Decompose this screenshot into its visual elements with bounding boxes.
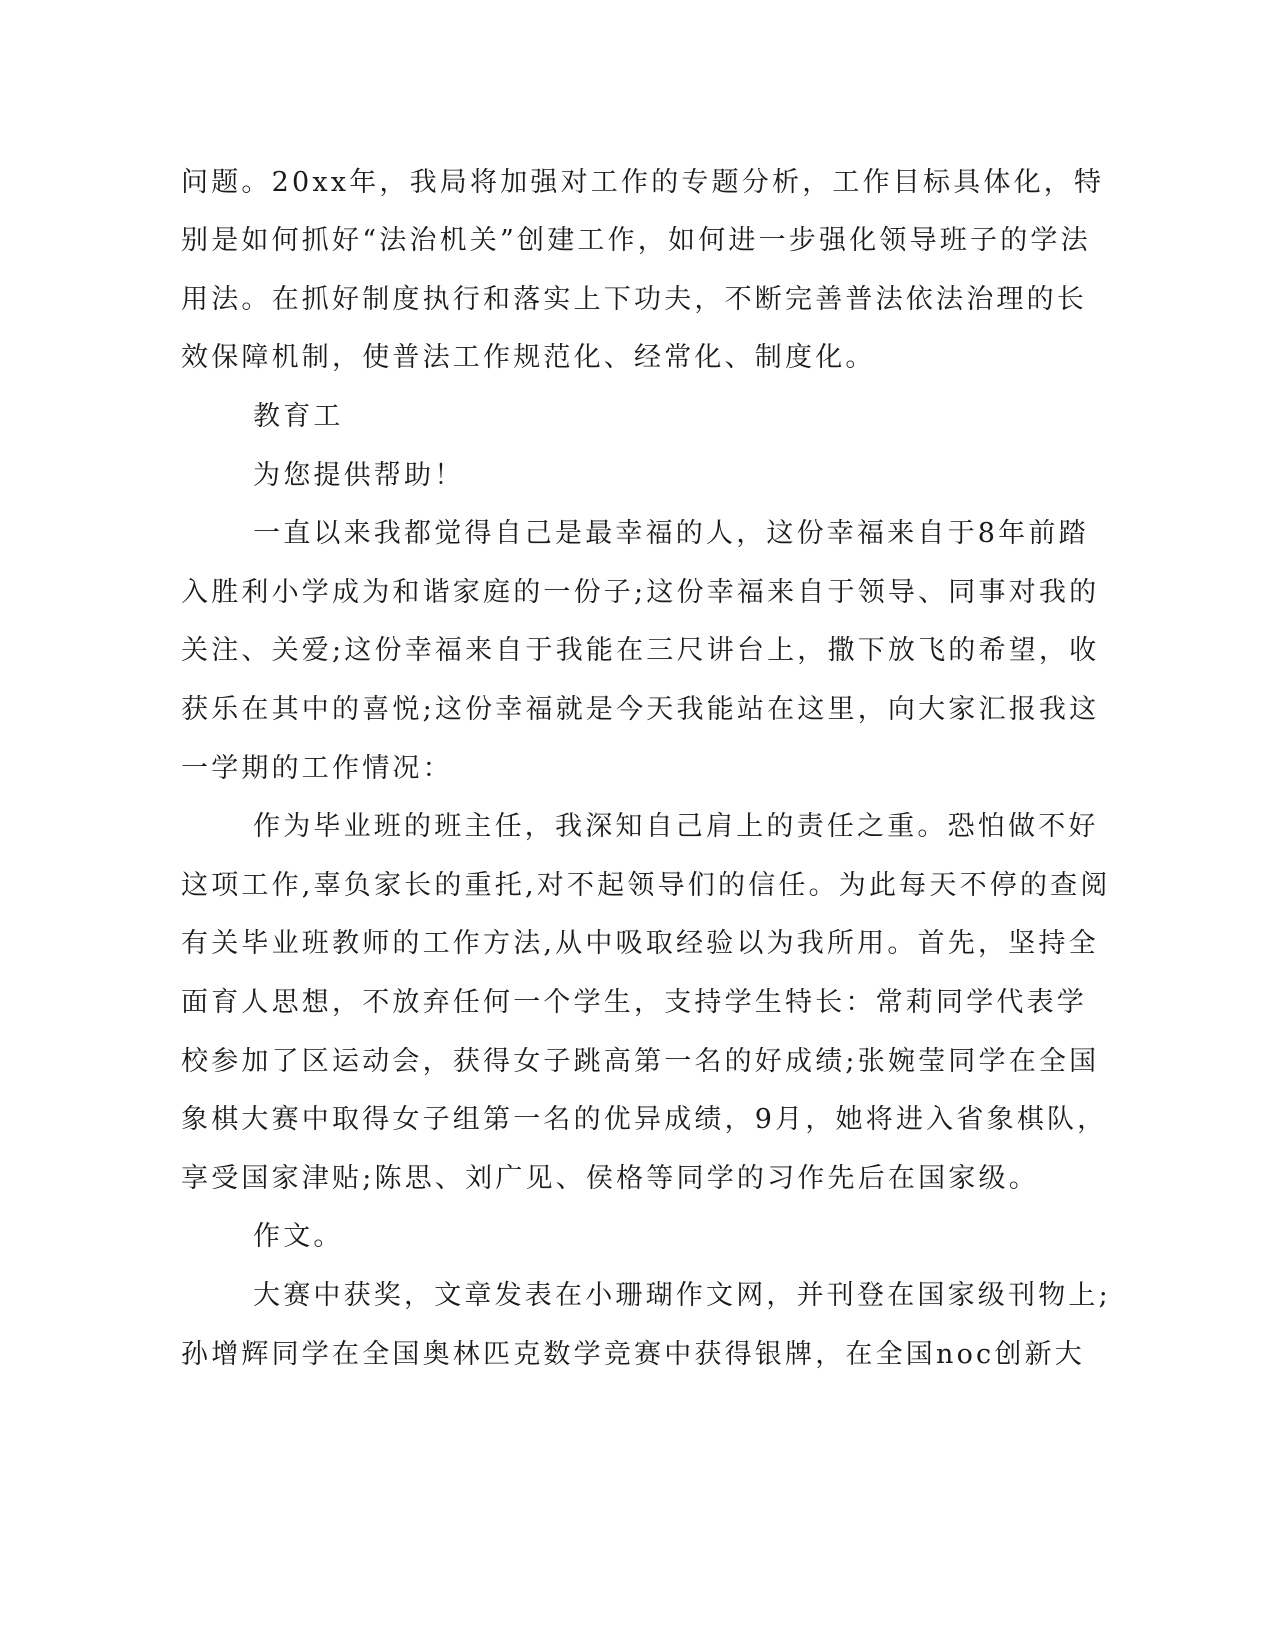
text-line: 作为毕业班的班主任，我深知自己肩上的责任之重。恐怕做不好 [253,811,1099,842]
text-line: 入胜利小学成为和谐家庭的一份子;这份幸福来自于领导、同事对我的 [181,577,1100,608]
text-line: 关注、关爱;这份幸福来自于我能在三尺讲台上，撒下放飞的希望，收 [181,635,1100,666]
text-line: 校参加了区运动会，获得女子跳高第一名的好成绩;张婉莹同学在全国 [181,1046,1100,1077]
text-line: 获乐在其中的喜悦;这份幸福就是今天我能站在这里，向大家汇报我这 [181,694,1100,725]
text-line: 孙增辉同学在全国奥林匹克数学竞赛中获得银牌，在全国noc创新大 [181,1339,1085,1370]
text-line: 有关毕业班教师的工作方法,从中吸取经验以为我所用。首先，坚持全 [181,928,1099,959]
text-line: 教育工 [253,401,344,432]
text-line: 享受国家津贴;陈思、刘广见、侯格等同学的习作先后在国家级。 [181,1163,1039,1194]
text-line: 象棋大赛中取得女子组第一名的优异成绩，9月，她将进入省象棋队， [181,1104,1108,1135]
text-line: 为您提供帮助！ [253,460,465,491]
text-line: 一学期的工作情况： [181,753,453,784]
text-line: 用法。在抓好制度执行和落实上下功夫，不断完善普法依法治理的长 [181,284,1087,315]
text-line: 面育人思想，不放弃任何一个学生，支持学生特长：常莉同学代表学 [181,987,1087,1018]
text-line: 一直以来我都觉得自己是最幸福的人，这份幸福来自于8年前踏 [253,518,1089,549]
text-line: 别是如何抓好“法治机关”创建工作，如何进一步强化领导班子的学法 [181,225,1091,256]
text-line: 大赛中获奖，文章发表在小珊瑚作文网，并刊登在国家级刊物上; [253,1280,1111,1311]
text-line: 作文。 [253,1221,344,1252]
text-line: 这项工作,辜负家长的重托,对不起领导们的信任。为此每天不停的查阅 [181,870,1111,901]
text-line: 效保障机制，使普法工作规范化、经常化、制度化。 [181,342,876,373]
text-line: 问题。20xx年，我局将加强对工作的专题分析，工作目标具体化，特 [181,167,1105,198]
